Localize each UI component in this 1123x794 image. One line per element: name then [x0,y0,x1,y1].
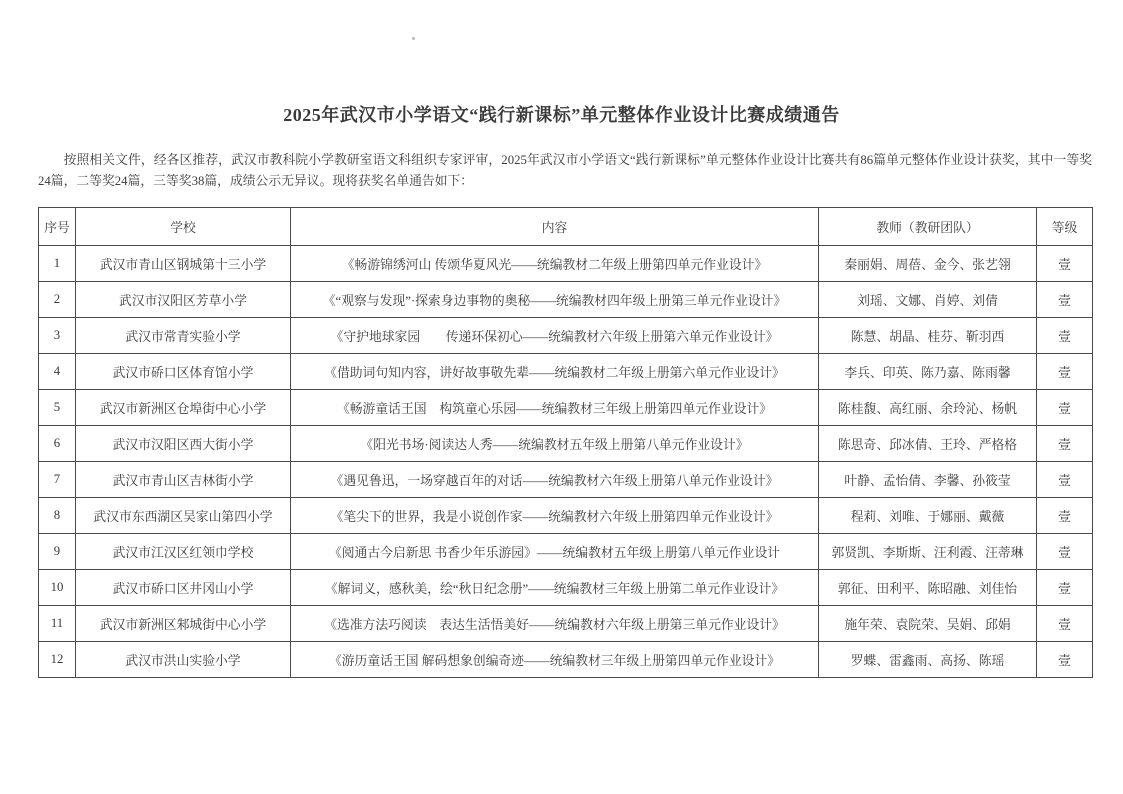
table-row [39,534,1093,570]
cell-teachers: 李兵、印英、陈乃嘉、陈雨馨 [819,354,1037,390]
page-title: 2025年武汉市小学语文“践行新课标”单元整体作业设计比赛成绩通告 [283,105,840,125]
cell-school: 武汉市青山区钢城第十三小学 [76,246,291,282]
cell-content: 《“观察与发现”·探索身边事物的奥秘——统编教材四年级上册第三单元作业设计》 [291,282,819,318]
cell-grade: 壹 [1037,390,1093,426]
cell-content: 《畅游童话王国 构筑童心乐园——统编教材三年级上册第四单元作业设计》 [291,390,819,426]
cell-teachers: 程莉、刘唯、于娜丽、戴薇 [819,498,1037,534]
cell-teachers: 施年荣、袁院荣、吴娟、邱娟 [819,606,1037,642]
cell-teachers: 郭贤凯、李斯斯、汪利霞、汪蒂琳 [819,534,1037,570]
cell-content: 《选准方法巧阅读 表达生活悟美好——统编教材六年级上册第三单元作业设计》 [291,606,819,642]
table-row [39,498,1093,534]
cell-teachers: 秦丽娟、周蓓、金今、张艺翎 [819,246,1037,282]
column-header-teachers: 教师（教研团队） [819,208,1037,246]
cell-no: 11 [39,606,76,642]
cell-no: 6 [39,426,76,462]
cell-grade: 壹 [1037,498,1093,534]
cell-content: 《笔尖下的世界，我是小说创作家——统编教材六年级上册第四单元作业设计》 [291,498,819,534]
cell-teachers: 陈思奇、邱冰倩、王玲、严格格 [819,426,1037,462]
table-row [39,426,1093,462]
cell-no: 12 [39,642,76,678]
cell-school: 武汉市硚口区井冈山小学 [76,570,291,606]
cell-grade: 壹 [1037,606,1093,642]
cell-school: 武汉市洪山实验小学 [76,642,291,678]
table-row [39,390,1093,426]
cell-teachers: 陈慧、胡晶、桂芬、靳羽西 [819,318,1037,354]
cell-no: 8 [39,498,76,534]
cell-grade: 壹 [1037,534,1093,570]
cell-content: 《守护地球家园 传递环保初心——统编教材六年级上册第六单元作业设计》 [291,318,819,354]
cell-school: 武汉市新洲区仓埠街中心小学 [76,390,291,426]
column-header-no: 序号 [39,208,76,246]
table-row [39,282,1093,318]
cell-grade: 壹 [1037,642,1093,678]
column-header-grade: 等级 [1037,208,1093,246]
cell-no: 4 [39,354,76,390]
scan-artifact-dot [412,37,415,40]
cell-teachers: 叶静、孟怡倩、李馨、孙筱莹 [819,462,1037,498]
cell-no: 5 [39,390,76,426]
cell-no: 1 [39,246,76,282]
table-row [39,642,1093,678]
cell-no: 2 [39,282,76,318]
cell-grade: 壹 [1037,426,1093,462]
cell-grade: 壹 [1037,354,1093,390]
table-header-row [39,208,1093,246]
cell-content: 《解词义，感秋美，绘“秋日纪念册”——统编教材三年级上册第二单元作业设计》 [291,570,819,606]
cell-school: 武汉市江汉区红领巾学校 [76,534,291,570]
table-row [39,462,1093,498]
column-header-content: 内容 [291,208,819,246]
cell-grade: 壹 [1037,282,1093,318]
cell-school: 武汉市汉阳区芳草小学 [76,282,291,318]
cell-school: 武汉市新洲区邾城街中心小学 [76,606,291,642]
cell-school: 武汉市常青实验小学 [76,318,291,354]
cell-no: 3 [39,318,76,354]
cell-no: 7 [39,462,76,498]
cell-no: 9 [39,534,76,570]
awards-table [38,207,1093,678]
column-header-school: 学校 [76,208,291,246]
cell-teachers: 刘瑶、文娜、肖婷、刘倩 [819,282,1037,318]
table-row [39,246,1093,282]
cell-content: 《阳光书场·阅读达人秀——统编教材五年级上册第八单元作业设计》 [291,426,819,462]
cell-school: 武汉市东西湖区吴家山第四小学 [76,498,291,534]
cell-content: 《阅通古今启新思 书香少年乐游园》——统编教材五年级上册第八单元作业设计 [291,534,819,570]
cell-content: 《借助词句知内容，讲好故事敬先辈——统编教材二年级上册第六单元作业设计》 [291,354,819,390]
table-row [39,354,1093,390]
table-row [39,606,1093,642]
cell-teachers: 罗蝶、雷鑫雨、高扬、陈瑶 [819,642,1037,678]
cell-grade: 壹 [1037,570,1093,606]
intro-paragraph: 按照相关文件，经各区推荐，武汉市教科院小学教研室语文科组织专家评审，2025年武汉市小学语文“践行新课标”单元整体作业设计比赛共有86篇单元整体作业设计获奖，其中一等奖24篇，二等奖24篇，三等奖38篇，成绩公示无异议。现将获奖名单通告如下： [38,153,1092,188]
cell-school: 武汉市硚口区体育馆小学 [76,354,291,390]
cell-grade: 壹 [1037,246,1093,282]
cell-content: 《遇见鲁迅，一场穿越百年的对话——统编教材六年级上册第八单元作业设计》 [291,462,819,498]
cell-teachers: 陈桂馥、高红丽、余玲沁、杨帆 [819,390,1037,426]
cell-content: 《游历童话王国 解码想象创编奇迹——统编教材三年级上册第四单元作业设计》 [291,642,819,678]
cell-content: 《畅游锦绣河山 传颂华夏风光——统编教材二年级上册第四单元作业设计》 [291,246,819,282]
cell-grade: 壹 [1037,318,1093,354]
table-row [39,318,1093,354]
table-row [39,570,1093,606]
cell-no: 10 [39,570,76,606]
cell-teachers: 郭征、田利平、陈昭融、刘佳怡 [819,570,1037,606]
cell-school: 武汉市汉阳区西大街小学 [76,426,291,462]
cell-grade: 壹 [1037,462,1093,498]
cell-school: 武汉市青山区吉林街小学 [76,462,291,498]
